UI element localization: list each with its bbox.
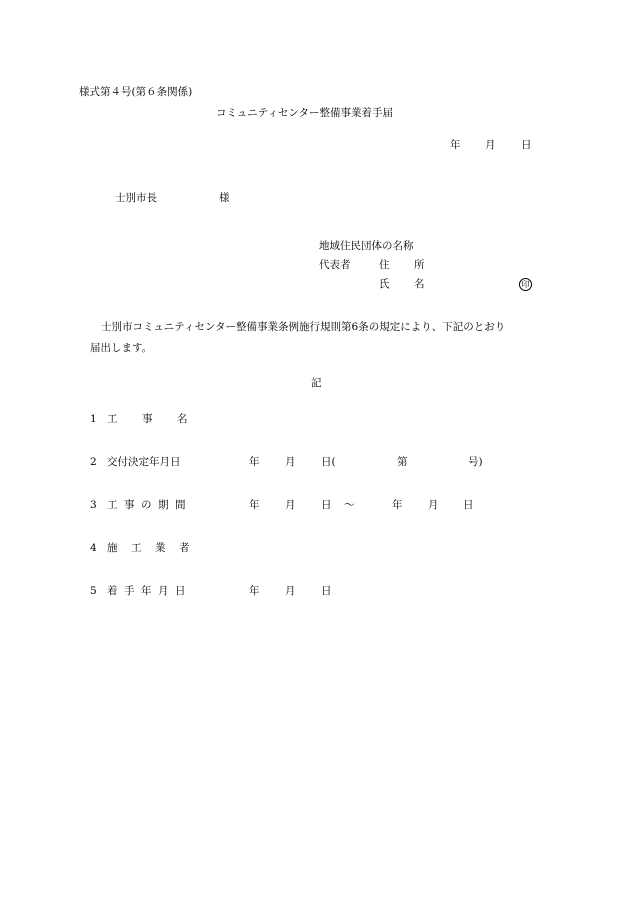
range-tilde: ～	[344, 499, 355, 511]
day-label: 日(	[321, 456, 336, 468]
item-label-char: 期	[158, 499, 169, 511]
item-label-char: 工	[107, 413, 118, 425]
number-suffix-label: 号)	[468, 456, 483, 468]
year-label: 年	[249, 499, 260, 511]
item-number: 2	[90, 456, 97, 468]
item-label-char: 手	[124, 585, 135, 597]
date-year-label: 年	[450, 139, 461, 151]
addressee-honorific: 様	[219, 192, 230, 204]
org-name-label: 地域住民団体の名称	[319, 240, 414, 252]
item-label-char: 着	[107, 585, 118, 597]
address-label-char-1: 住	[379, 259, 390, 271]
month-label: 月	[285, 585, 296, 597]
item-label-char: 事	[142, 413, 153, 425]
item-label-char: 日	[175, 585, 186, 597]
item-number: 4	[90, 542, 97, 554]
body-text-line-1: 士別市コミュニティセンター整備事業条例施行規則第6条の規定により、下記のとおり	[101, 321, 506, 333]
day-label: 日	[321, 585, 332, 597]
year-label: 年	[249, 585, 260, 597]
item-number: 1	[90, 413, 97, 425]
month-label: 月	[428, 499, 439, 511]
date-day-label: 日	[521, 139, 532, 151]
seal-mark-icon: 印	[519, 278, 532, 291]
item-label-char: の	[141, 499, 152, 511]
item-label-char: 事	[124, 499, 135, 511]
day-label: 日	[463, 499, 474, 511]
year-label: 年	[249, 456, 260, 468]
document-title: コミュニティセンター整備事業着手届	[216, 107, 394, 119]
item-label-char: 名	[177, 413, 188, 425]
addressee-name: 士別市長	[115, 192, 157, 204]
representative-label: 代表者	[319, 259, 351, 271]
item-label-char: 工	[107, 499, 118, 511]
item-label-char: 業	[155, 542, 166, 554]
item-label-char: 年	[141, 585, 152, 597]
name-label-char-2: 名	[414, 278, 425, 290]
form-number: 様式第４号(第６条関係)	[79, 86, 193, 98]
body-text-line-2: 届出します。	[90, 342, 153, 354]
item-number: 5	[90, 585, 97, 597]
day-label: 日	[321, 499, 332, 511]
year-label: 年	[392, 499, 403, 511]
item-label: 交付決定年月日	[107, 456, 181, 468]
item-label-char: 者	[179, 542, 190, 554]
month-label: 月	[285, 456, 296, 468]
note-heading: 記	[311, 377, 322, 389]
date-month-label: 月	[485, 139, 496, 151]
name-label-char-1: 氏	[379, 278, 390, 290]
number-prefix-label: 第	[397, 456, 408, 468]
item-label-char: 間	[175, 499, 186, 511]
address-label-char-2: 所	[414, 259, 425, 271]
item-number: 3	[90, 499, 97, 511]
item-label-char: 月	[158, 585, 169, 597]
item-label-char: 工	[131, 542, 142, 554]
item-label-char: 施	[107, 542, 118, 554]
month-label: 月	[285, 499, 296, 511]
